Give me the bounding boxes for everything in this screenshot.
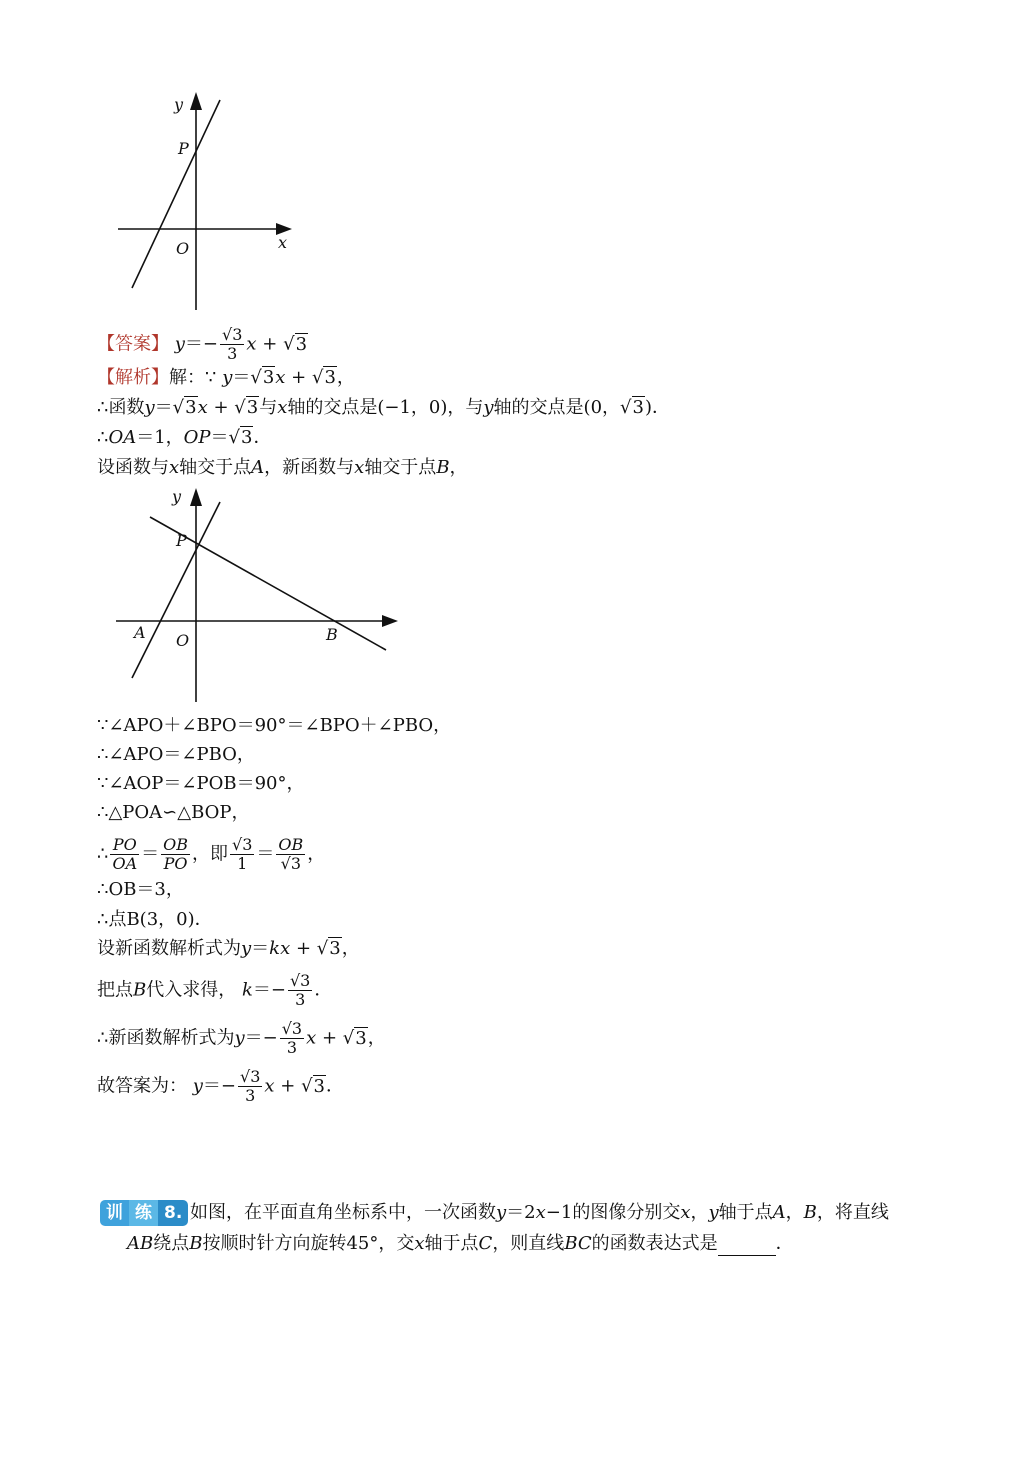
step-9: 把点B代入求得， k＝− $\frac{√3}{3}$ ． bbox=[97, 971, 333, 1009]
training-badge: 训 练 8. bbox=[100, 1200, 188, 1226]
step-2: ∴∠APO＝∠PBO， bbox=[97, 744, 255, 765]
training-line-1: 如图，在平面直角坐标系中，一次函数y＝2x−1的图像分别交x，y轴于点A，B，将直线 bbox=[190, 1202, 889, 1223]
step-11: 故答案为： y＝− $\frac{√3}{3}$ x + √3． bbox=[97, 1067, 344, 1105]
label-B: B bbox=[326, 625, 338, 644]
y-axis-arrow-icon bbox=[190, 488, 202, 506]
analysis-tag: 【解析】 bbox=[97, 367, 169, 388]
step-5: ∴ $\frac{PO}{OA}$ ＝ $\frac{OB}{PO}$ ，即 $\frac{√3}{1}$ ＝ $\frac{OB}{√3}$ ， bbox=[97, 835, 326, 873]
step-6: ∴OB＝3， bbox=[97, 879, 184, 900]
analysis-line-3: ∴OA＝1，OP＝√3． bbox=[97, 427, 272, 448]
answer-tag: 【答案】 bbox=[97, 333, 169, 355]
label-O: O bbox=[176, 239, 190, 258]
answer-line: 【答案】 y＝− $\frac{√3}{3}$ x + √3 bbox=[97, 325, 308, 363]
step-8: 设新函数解析式为y＝kx + √3， bbox=[97, 938, 360, 959]
analysis-line-1: 【解析】解：∵ y＝√3x + √3， bbox=[97, 367, 355, 388]
line-y-sqrt3x-plus-sqrt3 bbox=[132, 100, 220, 288]
label-y: y bbox=[172, 487, 182, 506]
line-AP bbox=[132, 502, 220, 678]
analysis-line-4: 设函数与x轴交于点A，新函数与x轴交于点B， bbox=[97, 457, 468, 478]
step-3: ∵∠AOP＝∠POB＝90°， bbox=[97, 773, 305, 794]
analysis-line-2: ∴函数y＝√3x + √3与x轴的交点是(−1，0)，与y轴的交点是(0，√3)． bbox=[97, 397, 670, 418]
answer-blank[interactable] bbox=[718, 1237, 776, 1256]
figure-1-graph bbox=[110, 88, 310, 318]
step-10: ∴新函数解析式为y＝− $\frac{√3}{3}$ x + √3， bbox=[97, 1019, 386, 1057]
label-P: P bbox=[178, 139, 189, 158]
step-4: ∴△POA∽△BOP， bbox=[97, 802, 250, 823]
step-1: ∵∠APO＋∠BPO＝90°＝∠BPO＋∠PBO， bbox=[97, 715, 452, 736]
label-P: P bbox=[176, 531, 187, 550]
label-y: y bbox=[174, 95, 184, 114]
training-line-2: AB绕点B按顺时针方向旋转45°，交x轴于点C，则直线BC的函数表达式是 ． bbox=[127, 1233, 794, 1254]
label-A: A bbox=[134, 623, 146, 642]
label-O: O bbox=[176, 631, 190, 650]
y-axis-arrow-icon bbox=[190, 92, 202, 110]
step-7: ∴点B(3，0)． bbox=[97, 909, 213, 930]
x-axis-arrow-icon bbox=[382, 615, 398, 627]
label-x: x bbox=[278, 233, 288, 252]
figure-2-graph bbox=[110, 484, 410, 709]
